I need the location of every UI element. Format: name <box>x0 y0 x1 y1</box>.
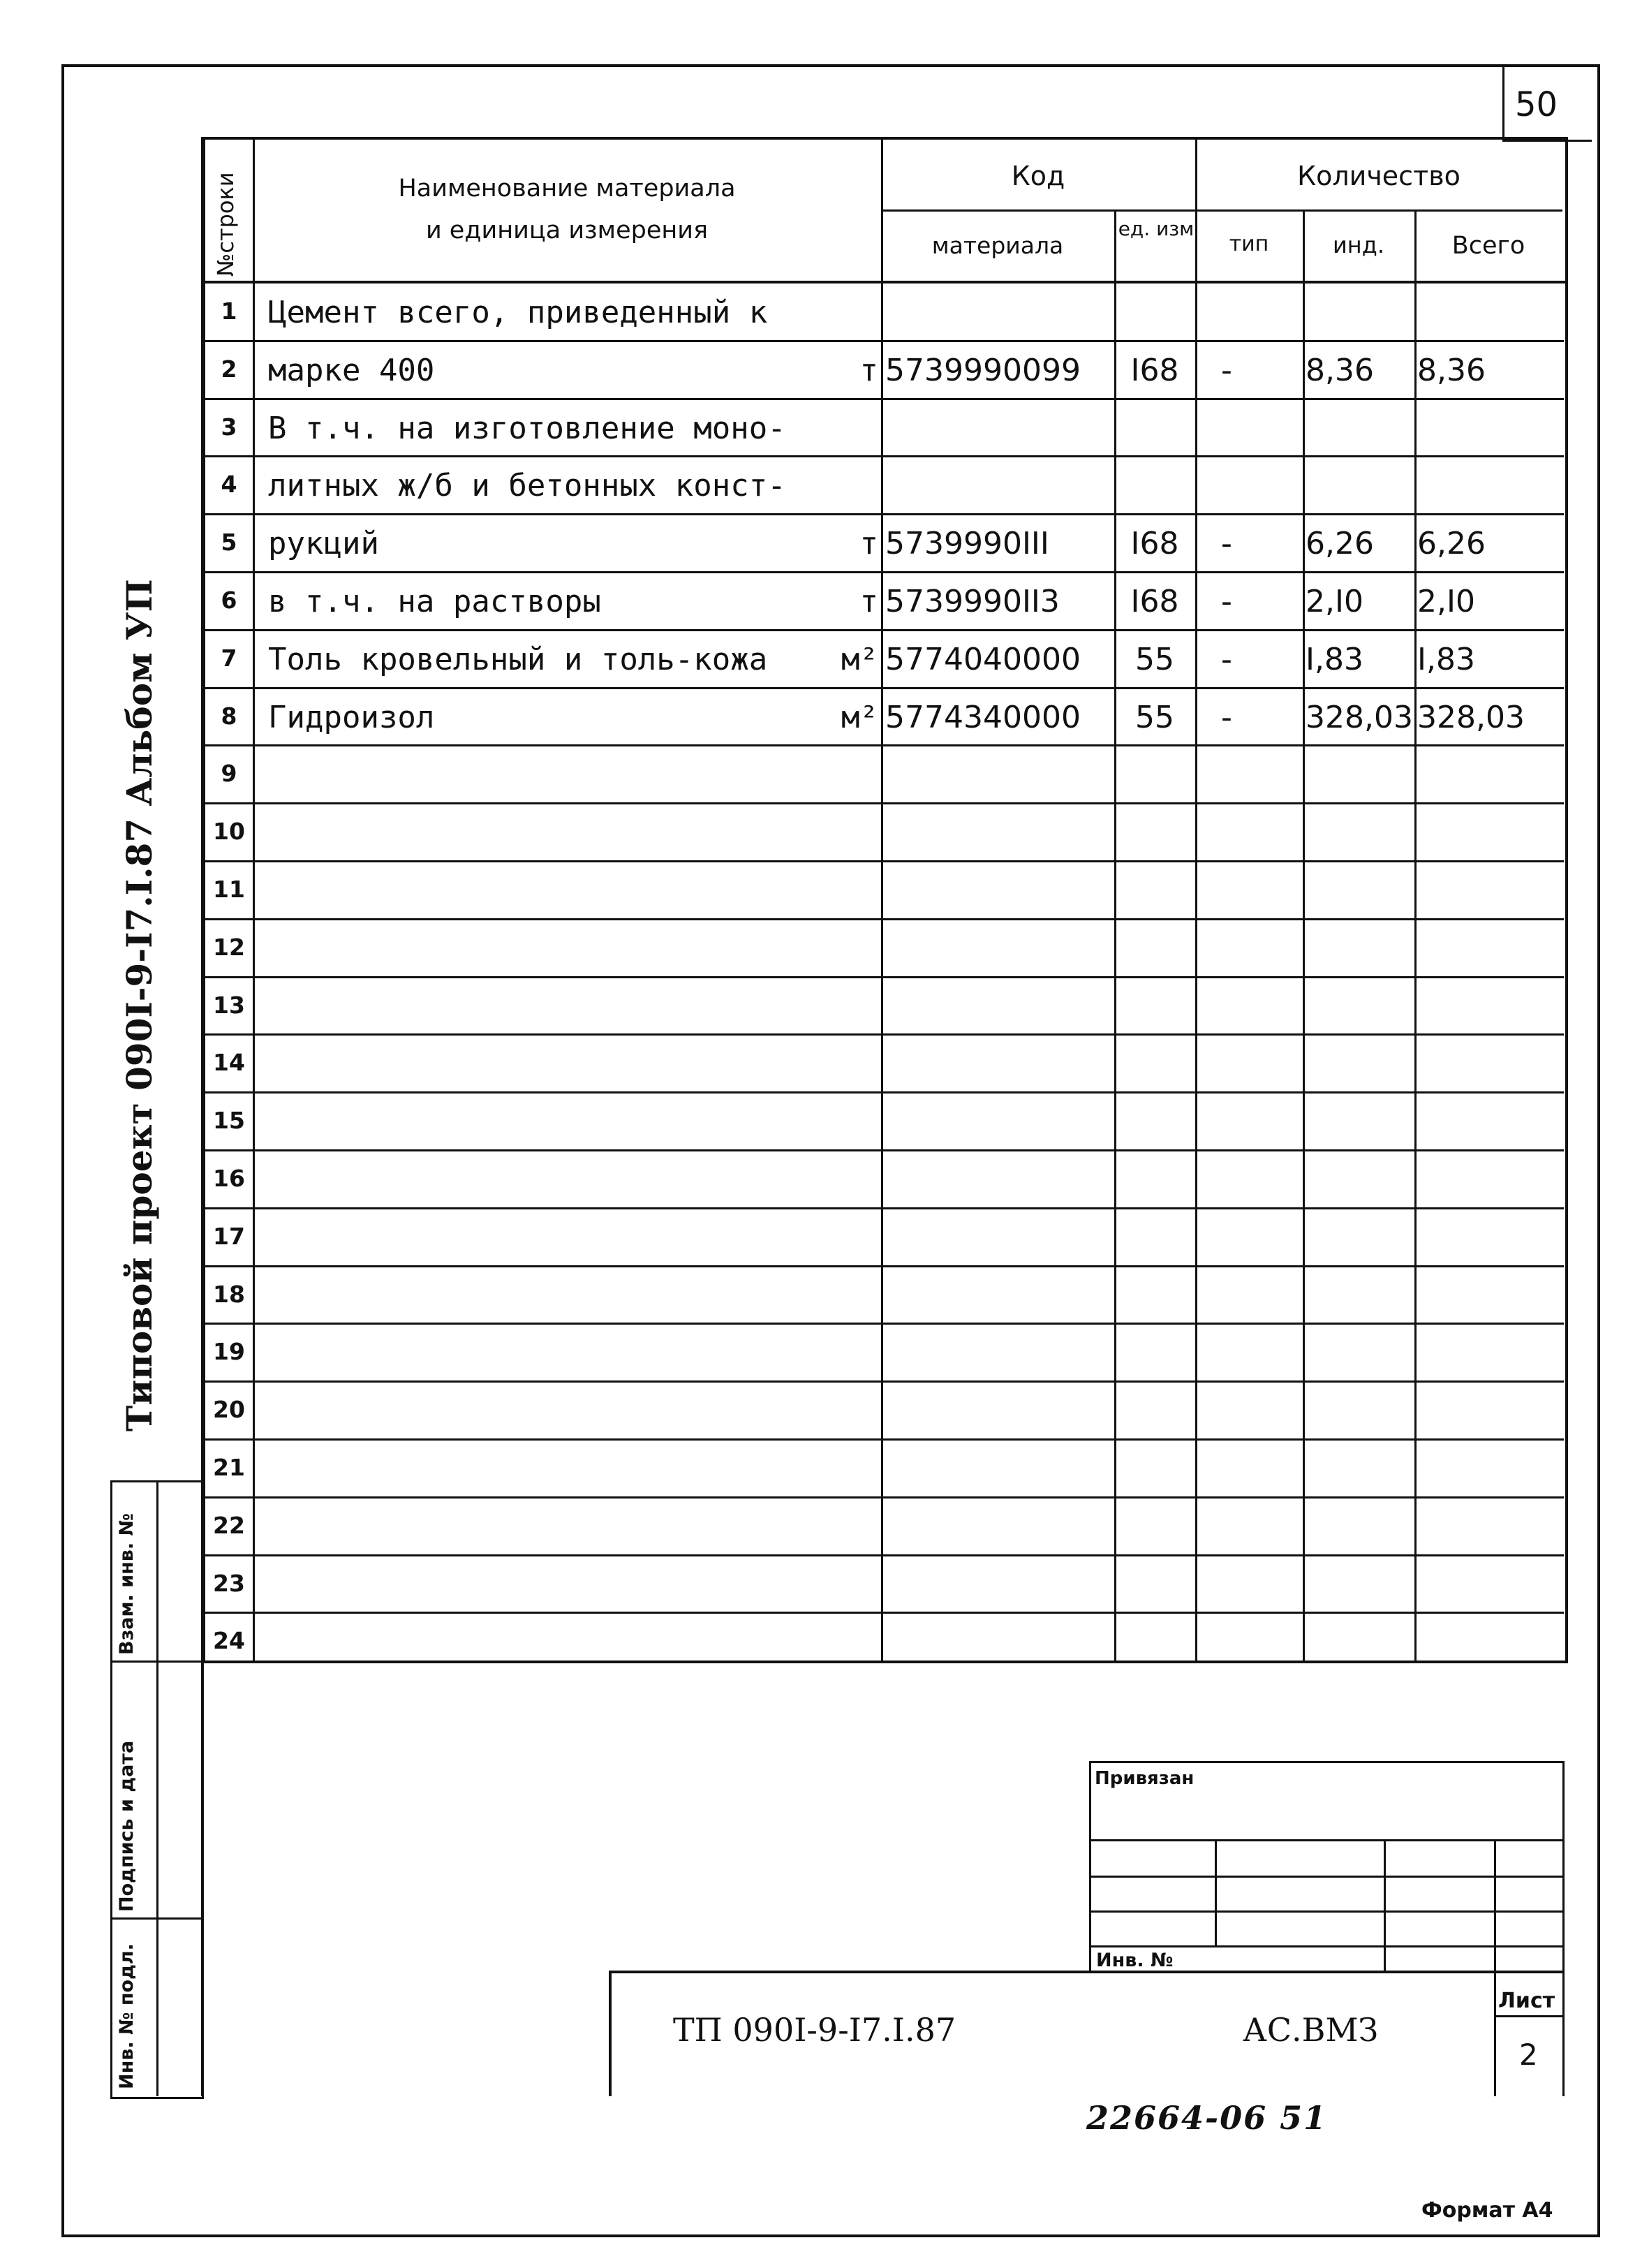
row-separator <box>202 1149 1564 1151</box>
stamp-main-left <box>609 1971 612 2096</box>
row-number: 13 <box>213 991 245 1019</box>
row-separator <box>202 455 1564 457</box>
side-box-label-3: Инв. № подл. <box>116 1943 138 2089</box>
side-title: Типовой проект 090I-9-I7.I.87 Альбом УП <box>119 579 160 1431</box>
cell-unit: т <box>859 352 878 388</box>
row-separator <box>202 802 1564 804</box>
row-number: 18 <box>213 1280 245 1308</box>
header-qty-total: Всего <box>1451 232 1525 260</box>
cell-name: в т.ч. на растворы <box>268 584 601 619</box>
row-number: 3 <box>221 413 237 441</box>
side-boxes-sep-1 <box>110 1660 202 1663</box>
row-separator <box>202 918 1564 920</box>
header-code-material: материала <box>931 232 1064 259</box>
row-number: 4 <box>221 471 237 499</box>
row-separator <box>202 860 1564 862</box>
row-number: 16 <box>213 1165 245 1192</box>
cell-ind: I,83 <box>1306 641 1363 677</box>
header-name-line1: Наименование материала <box>398 175 736 202</box>
cell-code: 5774040000 <box>885 641 1081 677</box>
row-number: 24 <box>213 1627 245 1655</box>
stamp-sheet-label: Лист <box>1498 1989 1555 2013</box>
row-number: 22 <box>213 1511 245 1539</box>
header-code-group: Код <box>1011 161 1065 191</box>
stamp-doc-mark: АС.ВМЗ <box>1243 2011 1379 2049</box>
stamp-row-1 <box>1089 1839 1564 1841</box>
row-number: 19 <box>213 1338 245 1366</box>
cell-unit: м² <box>841 641 878 677</box>
col-line-name <box>253 137 255 1660</box>
row-number: 21 <box>213 1454 245 1481</box>
stamp-sheet-sep <box>1494 2015 1564 2017</box>
header-qty-ind: инд. <box>1332 232 1384 258</box>
row-separator <box>202 513 1564 515</box>
cell-name: рукций <box>268 526 379 562</box>
stamp-left <box>1089 1761 1091 1971</box>
row-number: 23 <box>213 1569 245 1597</box>
stamp-col-3 <box>1494 1839 1496 2096</box>
row-number: 17 <box>213 1222 245 1250</box>
row-number: 2 <box>221 355 237 383</box>
row-separator <box>202 340 1564 342</box>
header-subdivider <box>881 209 1562 212</box>
cell-total: 6,26 <box>1417 526 1486 562</box>
side-box-label-2: Подпись и дата <box>116 1740 138 1912</box>
stamp-sheet-number: 2 <box>1519 2038 1538 2072</box>
cell-total: 2,I0 <box>1417 584 1475 619</box>
cell-total: 328,03 <box>1417 699 1525 735</box>
cell-total: 8,36 <box>1417 352 1486 388</box>
col-line-code <box>881 137 883 1660</box>
cell-code: 5739990099 <box>885 352 1081 388</box>
cell-name: Толь кровельный и толь-кожа <box>268 641 768 677</box>
cell-unit: м² <box>841 699 878 735</box>
row-number: 9 <box>221 760 237 788</box>
header-qty-type: тип <box>1229 232 1269 256</box>
cell-tip: - <box>1221 352 1232 388</box>
side-box-label-1: Взам. инв. № <box>116 1512 138 1655</box>
row-separator <box>202 976 1564 978</box>
stamp-col-2 <box>1384 1839 1386 1971</box>
cell-ind: 6,26 <box>1306 526 1374 562</box>
row-separator <box>202 1091 1564 1094</box>
stamp-row-4 <box>1089 1945 1564 1947</box>
side-boxes-sep-2 <box>110 1917 202 1920</box>
cell-total: I,83 <box>1417 641 1475 677</box>
sheet-number-box-divider <box>1502 67 1504 140</box>
col-line-total <box>1414 209 1417 1660</box>
cell-code: 5774340000 <box>885 699 1081 735</box>
row-separator <box>202 398 1564 400</box>
cell-ind: 8,36 <box>1306 352 1374 388</box>
row-separator <box>202 687 1564 689</box>
row-number: 15 <box>213 1107 245 1135</box>
row-number: 6 <box>221 587 237 614</box>
cell-tip: - <box>1221 699 1232 735</box>
cell-name: Гидроизол <box>268 699 435 735</box>
row-number: 12 <box>213 933 245 961</box>
header-bottom <box>202 281 1565 284</box>
row-separator <box>202 1438 1564 1441</box>
cell-ind: 2,I0 <box>1306 584 1363 619</box>
stamp-main-top <box>609 1971 1564 1973</box>
cell-ind: 328,03 <box>1306 699 1413 735</box>
row-separator <box>202 1033 1564 1036</box>
cell-ed: I68 <box>1130 352 1179 388</box>
cell-tip: - <box>1221 526 1232 562</box>
cell-name: литных ж/б и бетонных конст- <box>268 468 786 504</box>
row-number: 11 <box>213 876 245 903</box>
header-qty-group: Количество <box>1297 161 1461 191</box>
sheet-corner-number: 50 <box>1515 85 1558 124</box>
cell-ed: I68 <box>1130 526 1179 562</box>
stamp-inv-label: Инв. № <box>1096 1950 1174 1971</box>
row-number: 5 <box>221 529 237 557</box>
stamp-top <box>1089 1761 1564 1763</box>
row-number: 14 <box>213 1049 245 1077</box>
handwritten-number: 22664-06 51 <box>1086 2099 1328 2137</box>
row-separator <box>202 1554 1564 1556</box>
row-number: 8 <box>221 702 237 730</box>
row-separator <box>202 1380 1564 1383</box>
cell-unit: т <box>859 526 878 562</box>
cell-ed: 55 <box>1135 641 1174 677</box>
cell-ed: 55 <box>1135 699 1174 735</box>
stamp-row-2 <box>1089 1876 1564 1878</box>
format-label: Формат А4 <box>1421 2198 1553 2223</box>
cell-unit: т <box>859 584 878 619</box>
row-separator <box>202 1612 1564 1614</box>
side-boxes-divider <box>156 1480 158 2096</box>
cell-tip: - <box>1221 584 1232 619</box>
cell-ed: I68 <box>1130 584 1179 619</box>
row-separator <box>202 629 1564 631</box>
cell-code: 5739990III <box>885 526 1049 562</box>
stamp-row-3 <box>1089 1910 1564 1913</box>
cell-name: Цемент всего, приведенный к <box>268 295 768 330</box>
cell-name: марке 400 <box>268 352 435 388</box>
row-separator <box>202 571 1564 573</box>
stamp-doc-code: ТП 090I-9-I7.I.87 <box>673 2011 956 2049</box>
col-line-ed <box>1114 209 1116 1660</box>
stamp-right <box>1562 1761 1565 2096</box>
cell-code: 5739990II3 <box>885 584 1060 619</box>
row-separator <box>202 1496 1564 1498</box>
stamp-attached-label: Привязан <box>1095 1768 1195 1789</box>
header-row-number: №строки <box>212 172 239 277</box>
row-separator <box>202 1323 1564 1325</box>
row-number: 10 <box>213 818 245 846</box>
row-separator <box>202 1265 1564 1267</box>
col-line-ind <box>1303 209 1305 1660</box>
row-number: 20 <box>213 1396 245 1424</box>
cell-tip: - <box>1221 641 1232 677</box>
row-number: 7 <box>221 644 237 672</box>
header-code-unit: ед. изм <box>1118 217 1195 240</box>
stamp-col-1 <box>1215 1839 1217 1945</box>
cell-name: В т.ч. на изготовление моно- <box>268 410 786 446</box>
header-name-line2: и единица измерения <box>425 216 709 244</box>
row-number: 1 <box>221 297 237 325</box>
row-separator <box>202 1207 1564 1209</box>
row-separator <box>202 744 1564 746</box>
